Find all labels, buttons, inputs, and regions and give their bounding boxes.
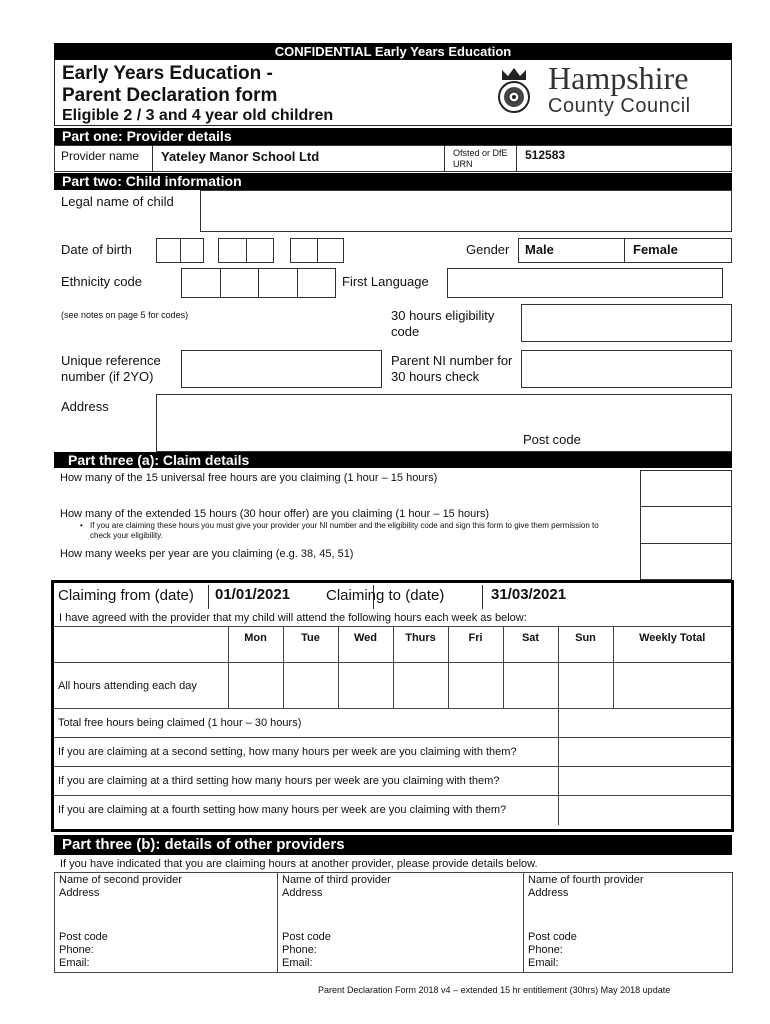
second-provider-phone: Phone: <box>59 944 94 956</box>
extended-hours-field[interactable] <box>640 507 732 544</box>
claim-to-field[interactable]: 31/03/2021 <box>482 585 730 609</box>
codes-note: (see notes on page 5 for codes) <box>61 310 189 320</box>
day-header-weekly-total: Weekly Total <box>613 627 731 663</box>
first-language-field[interactable] <box>447 268 723 298</box>
day-header-sat: Sat <box>503 627 558 663</box>
day-header-thurs: Thurs <box>393 627 448 663</box>
total-free-hours-field[interactable] <box>558 709 731 738</box>
provider-name-field[interactable]: Yateley Manor School Ltd <box>152 145 445 172</box>
address-field[interactable] <box>156 394 732 452</box>
question-universal-hours: How many of the 15 universal free hours are you claiming (1 hour – 15 hours) <box>60 472 438 484</box>
agreed-text: I have agreed with the provider that my child will attend the following hours each week as below: <box>59 612 527 624</box>
part-three-b-heading: Part three (b): details of other providers <box>54 835 732 855</box>
extended-hours-bullet: • If you are claiming these hours you must give your provider your NI number and the eligibility code and sign this form to give them permission to check your eligibility. <box>80 521 599 540</box>
hours-weekly-total-field[interactable] <box>613 663 731 709</box>
gender-female-option[interactable]: Female <box>625 238 732 263</box>
gender-male-option[interactable]: Male <box>518 238 625 263</box>
fourth-setting-field[interactable] <box>558 796 731 825</box>
bullet-text: If you are claiming these hours you must give your provider your NI number and the eligibility code and sign this form to give them permission to check your eligibility. <box>90 521 599 540</box>
fourth-provider-phone: Phone: <box>528 944 563 956</box>
second-provider-address: Address <box>59 887 100 899</box>
claim-dates-row <box>54 585 730 609</box>
hours-fri-field[interactable] <box>448 663 503 709</box>
second-provider-cell[interactable] <box>55 873 278 973</box>
fourth-setting-label: If you are claiming at a fourth setting how many hours per week are you claiming with them? <box>54 796 558 825</box>
council-logo-sub: County Council <box>548 95 691 117</box>
dob-label: Date of birth <box>61 242 132 257</box>
address-label: Address <box>61 399 109 414</box>
second-provider-postcode: Post code <box>59 931 108 943</box>
confidential-banner: CONFIDENTIAL Early Years Education <box>54 43 732 60</box>
claim-to-label: Claiming to (date) <box>326 587 445 604</box>
hours-thurs-field[interactable] <box>393 663 448 709</box>
day-header-tue: Tue <box>283 627 338 663</box>
third-provider-email: Email: <box>282 957 313 969</box>
other-providers-table <box>54 872 733 973</box>
unique-ref-label: Unique reference number (if 2YO) <box>61 353 161 384</box>
all-hours-label: All hours attending each day <box>54 663 228 709</box>
hampshire-rose-crest-icon <box>492 64 536 116</box>
ni-number-field[interactable] <box>521 350 732 388</box>
second-provider-name: Name of second provider <box>59 874 182 886</box>
universal-hours-field[interactable] <box>640 470 732 507</box>
first-language-label: First Language <box>342 274 429 289</box>
eligibility-code-label: 30 hours eligibility code <box>391 308 495 339</box>
day-header-mon: Mon <box>228 627 283 663</box>
legal-name-field[interactable] <box>200 190 732 232</box>
page-footer: Parent Declaration Form 2018 v4 – extended 15 hr entitlement (30hrs) May 2018 update <box>318 985 671 995</box>
postcode-label: Post code <box>523 432 581 447</box>
form-title-line2: Parent Declaration form <box>62 85 278 106</box>
form-title <box>62 63 277 107</box>
dob-month-field[interactable] <box>218 238 274 263</box>
claim-from-label: Claiming from (date) <box>58 587 194 604</box>
eligibility-code-field[interactable] <box>521 304 732 342</box>
third-provider-address: Address <box>282 887 323 899</box>
hours-table <box>54 626 731 825</box>
day-header-sun: Sun <box>558 627 613 663</box>
second-setting-label: If you are claiming at a second setting, how many hours per week are you claiming with them? <box>54 738 558 767</box>
dob-year-field[interactable] <box>290 238 344 263</box>
third-setting-field[interactable] <box>558 767 731 796</box>
hours-table-corner <box>54 627 228 663</box>
unique-ref-field[interactable] <box>181 350 382 388</box>
fourth-provider-address: Address <box>528 887 569 899</box>
part-three-a-heading: Part three (a): Claim details <box>54 452 732 468</box>
day-header-wed: Wed <box>338 627 393 663</box>
part-two-heading: Part two: Child information <box>54 173 732 190</box>
hours-mon-field[interactable] <box>228 663 283 709</box>
urn-field[interactable]: 512583 <box>516 145 732 172</box>
second-provider-email: Email: <box>59 957 90 969</box>
third-provider-cell[interactable] <box>278 873 524 973</box>
second-setting-field[interactable] <box>558 738 731 767</box>
third-provider-postcode: Post code <box>282 931 331 943</box>
fourth-provider-name: Name of fourth provider <box>528 874 644 886</box>
third-provider-name: Name of third provider <box>282 874 391 886</box>
day-header-fri: Fri <box>448 627 503 663</box>
council-logo-name: Hampshire <box>548 60 689 96</box>
total-free-hours-label: Total free hours being claimed (1 hour – 30 hours) <box>54 709 558 738</box>
fourth-provider-cell[interactable] <box>524 873 733 973</box>
hours-wed-field[interactable] <box>338 663 393 709</box>
ni-number-label: Parent NI number for 30 hours check <box>391 353 513 384</box>
ethnicity-label: Ethnicity code <box>61 274 142 289</box>
dob-day-field[interactable] <box>156 238 204 263</box>
claim-from-field[interactable]: 01/01/2021 <box>208 585 374 609</box>
form-title-line1: Early Years Education - <box>62 63 273 84</box>
question-extended-hours: How many of the extended 15 hours (30 hour offer) are you claiming (1 hour – 15 hours) <box>60 508 490 520</box>
urn-label: Ofsted or DfE URN <box>453 148 508 169</box>
hours-sat-field[interactable] <box>503 663 558 709</box>
part-three-b-intro: If you have indicated that you are claiming hours at another provider, please provide details below. <box>60 858 538 870</box>
question-weeks: How many weeks per year are you claiming (e.g. 38, 45, 51) <box>60 548 354 560</box>
third-setting-label: If you are claiming at a third setting how many hours per week are you claiming with them? <box>54 767 558 796</box>
fourth-provider-postcode: Post code <box>528 931 577 943</box>
hours-sun-field[interactable] <box>558 663 613 709</box>
part-one-heading: Part one: Provider details <box>54 128 732 145</box>
gender-label: Gender <box>466 242 510 257</box>
third-provider-phone: Phone: <box>282 944 317 956</box>
weeks-field[interactable] <box>640 544 732 580</box>
form-subtitle: Eligible 2 / 3 and 4 year old children <box>62 107 334 124</box>
hours-tue-field[interactable] <box>283 663 338 709</box>
provider-name-label: Provider name <box>61 149 140 163</box>
legal-name-label: Legal name of child <box>61 194 174 209</box>
ethnicity-code-field[interactable] <box>181 268 336 298</box>
fourth-provider-email: Email: <box>528 957 559 969</box>
